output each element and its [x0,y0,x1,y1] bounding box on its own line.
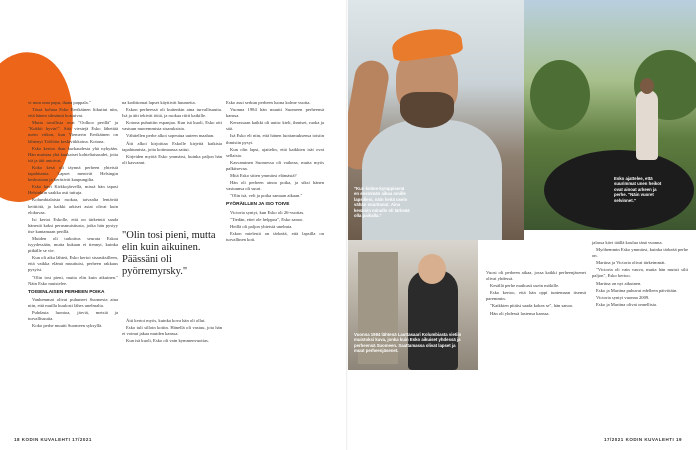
paragraph: Vuonna 1984 hän muutti Suomeen perheensä kanssa. [226,107,324,119]
paragraph: Esko kävi Kirkkojärvellä, missä hän tapasi Helsinkiin saakka asti tuttuja. [28,184,118,196]
paragraph: Kesällä perhe matkusti usein mökille. [490,283,560,289]
paragraph: Martina on nyt aikuinen. [596,280,642,286]
paragraph: Koko perhe muutti Suomeen syksyllä. [32,323,103,329]
paragraph: "Olin isä, veli ja poika samaan aikaan." [230,193,303,199]
paragraph: "Kaikkien pitäisi saada kokea se", hän sanoo. [490,303,574,309]
pull-quote: "Olin tosi pieni, mutta elin kuin aikuinen. Päässäni oli pyörremyrsky." [122,230,216,277]
right-column-1 [486,270,586,318]
paragraph: Muiden oli tarkoitus seurata Eskoa isyydessään, mutta kukaan ei tiennyt, kuinka pitkälle se vie. [28,235,118,254]
paragraph: Eskon perheessä oli kuitenkin aina turvallisuutta. Isä ja äiti tekivät töitä, ja ruokaa riitti kaikille. [122,107,222,119]
paragraph: Kun isä kuoli, Esko oli vain kymmenvuotias. [126,338,209,344]
page-folio: 18 KODIN KUVALEHTI 17/2021 [14,437,92,442]
photo-person-head-shape [640,78,654,94]
paragraph: Vanhemmat olivat puhuneet Suomesta aina niin, että muilla kuulosti lähes unelmalta. [28,296,118,308]
paragraph: Kun olin lapsi, ajattelin, että kaikkien isät ovat sellaisia. [226,146,324,158]
paragraph: Victoria syntyi vuonna 2009. [596,294,650,300]
photo-caption: Esko ajattelee, että suurimmat unen heikot ovat ainoat arkeen ja perhe. "Näin vuoret selvinnet." [614,176,662,203]
paragraph: Vuosi oli perheen aikaa, jossa kaikki perheenjäsenet olivat yhdessä. [486,270,586,282]
left-column-2 [122,100,222,167]
paragraph: Esko kertoo ihan kurkaudesta yhä nykyään. Hän muistaa yhä kaukaiset kohteliaisuudet, joita isä ja äiti antoivat. [28,145,118,163]
paragraph: Esko ja Martina olivat onnellisia. [596,301,658,307]
paragraph: Äiti alkoi kirjoittaa Eskolle kirjeitä kaikista tapahtumista, joita kotimaassa sattui. [122,140,222,152]
paragraph: Mutta tavallisia ovat "Oolkoo perillä" ja "Kukkii hyvin!". Sitä viestejä Esko lähettää usein viikon, kun Viemerin Eerikäinen on lähtenyt Töölöön keskiviikkoina. Kotona. [28,120,118,144]
photo-shirt-shape [362,120,502,240]
photo-caption: Vuonna 1984 lähtenä Lauttasaari Kolumbiasta vietiin muistoksi kuva, jonka kuin Esko aikuiset yhdessä ja perheensä Suomeen. Saattamassa olivat lapset ja muut perheenjäsenet. [354,332,462,354]
photo-boy-shape [408,270,458,370]
paragraph: Myöhemmin Esko ymmärsi, kuinka tärkeää perhe on. [592,247,688,259]
paragraph: Esko asui serkun perheen luona kolme vuotta. [226,100,311,105]
subheading: TOISENLAISEN PERHEEN POIKA [28,289,105,295]
paragraph: Hän oli perheen ainoa poika, ja siksi hänen vastuunsa oli suuri. [226,180,324,192]
left-column-3 [226,100,324,244]
paragraph: Martina ja Victoria olivat tärkeimmät. [596,260,666,266]
photo-tree-shape [530,60,590,130]
trampoline-photo [524,0,696,230]
paragraph: Kerrassaan kaikki oli uutta: kieli, ihmiset, ruoka ja sää. [226,120,324,132]
paragraph: Tässä kohtaa Esko Eerikäinen liikuttui niin, että hänen silmänsä kostuivat. [28,107,118,119]
archive-photo [348,240,478,370]
right-column-2 [592,240,688,309]
portrait-photo [348,0,524,240]
paragraph: Puhdasta luontoa, järviä, metsiä ja turvallisuutta. [28,310,118,322]
paragraph: Vähitellen perhe alkoi sopeutua uuteen maahan. [126,133,215,139]
paragraph: Esko tuli silloin kotiin. Hänellä oli vastuu, jota hän ei voinut jakaa muiden kanssa. [122,325,222,337]
paragraph: Kirjeiden myötä Esko ymmärsi, kuinka paljon hän oli kasvanut. [122,153,222,165]
paragraph: "Tiedän, ettei ole helppoa", Esko sanoo. [230,216,304,222]
photo-person-shape [636,90,658,160]
photo-caption: "Kun kolme-kymppisenä en enemmän aikaa omille lapsilleni, näin heitä usein vähän muuttanut. Aina keväisin minulle oli tärkeää olla paikalla." [354,186,410,219]
left-column-1 [28,100,118,330]
paragraph: Kasvaminen Suomessa oli vaikeaa, mutta myös palkitsevaa. [226,159,324,171]
subheading: PYÖRÄILLEN JA ISO TOIVE [226,202,290,208]
paragraph: Heillä oli paljon yhteisiä unelmia. [230,223,293,229]
page-folio: 17/2021 KODIN KUVALEHTI 19 [604,437,682,442]
photo-boy-head-shape [418,254,446,284]
paragraph: Esko ja Martina puhuvat edelleen päivittäin. [596,287,678,293]
paragraph: Kun oli aika lähteä, Esko kertoi sisaruksilleen, että vaikka elämä muuttuisi, perheen rakkaus pysyisi. [28,255,118,273]
left-column-2-continued [122,318,222,345]
paragraph: Eskon mielestä on tärkeää, että lapsilla on turvallinen koti. [226,230,324,242]
paragraph: Hän oli yhdessä lastensa kanssa. [490,310,550,316]
right-page [348,0,696,450]
paragraph: Kotona puhuttiin espanjaa. Kun isä kuoli, Esko otti vastuun nuoremmista sisaruksista. [122,120,222,132]
paragraph: Isä Esko eli niin, että hänen luottamuksensa toisiin ihmisiin pysyi. [226,133,324,145]
paragraph: Victoria syntyi, kun Esko oli 26-vuotias. [230,209,305,215]
paragraph: Kolumbialaista ruokaa, taivaalta lentävää keittiötä, ja kaikki arkiset asiat olivat kuin elokuvaa. [28,197,118,215]
paragraph: Isi kertoi Eskolle, että on tärkeintä saada hänestä kaksi perusmuisitusta, jotka hän pystyy itse kantamaan perillä. [28,216,118,234]
paragraph: Esko kertoo, että hän oppi tuntemaan itsensä paremmin. [486,290,586,302]
paragraph: jalassa kävi täällä koulua tänä vuonna. [592,240,663,245]
paragraph: "Victoria oli vain vauva, mutta hän muisti silti paljon", Esko kertoo. [592,267,688,279]
paragraph: Koko kesä oli täynnä perheen yhteisiä tapahtumia. Lapset menivät Helsingin keskustaan ja keräsivät kaupungilta. [28,164,118,183]
paragraph: vi mun oma papu, ihana pappala." [28,100,91,105]
paragraph: na kodittomat lapset käyttivät huumeita. [122,100,196,105]
paragraph: Mitä Esko sitten ymmärsi elämästä? [230,173,297,179]
photo-beard-shape [400,92,454,128]
paragraph: "Olin tosi pieni, mutta elin kuin aikuinen." Näin Esko muistelee. [28,274,118,286]
paragraph: Äiti kertoi myös, kuinka kova hän oli ollut. [126,318,206,323]
